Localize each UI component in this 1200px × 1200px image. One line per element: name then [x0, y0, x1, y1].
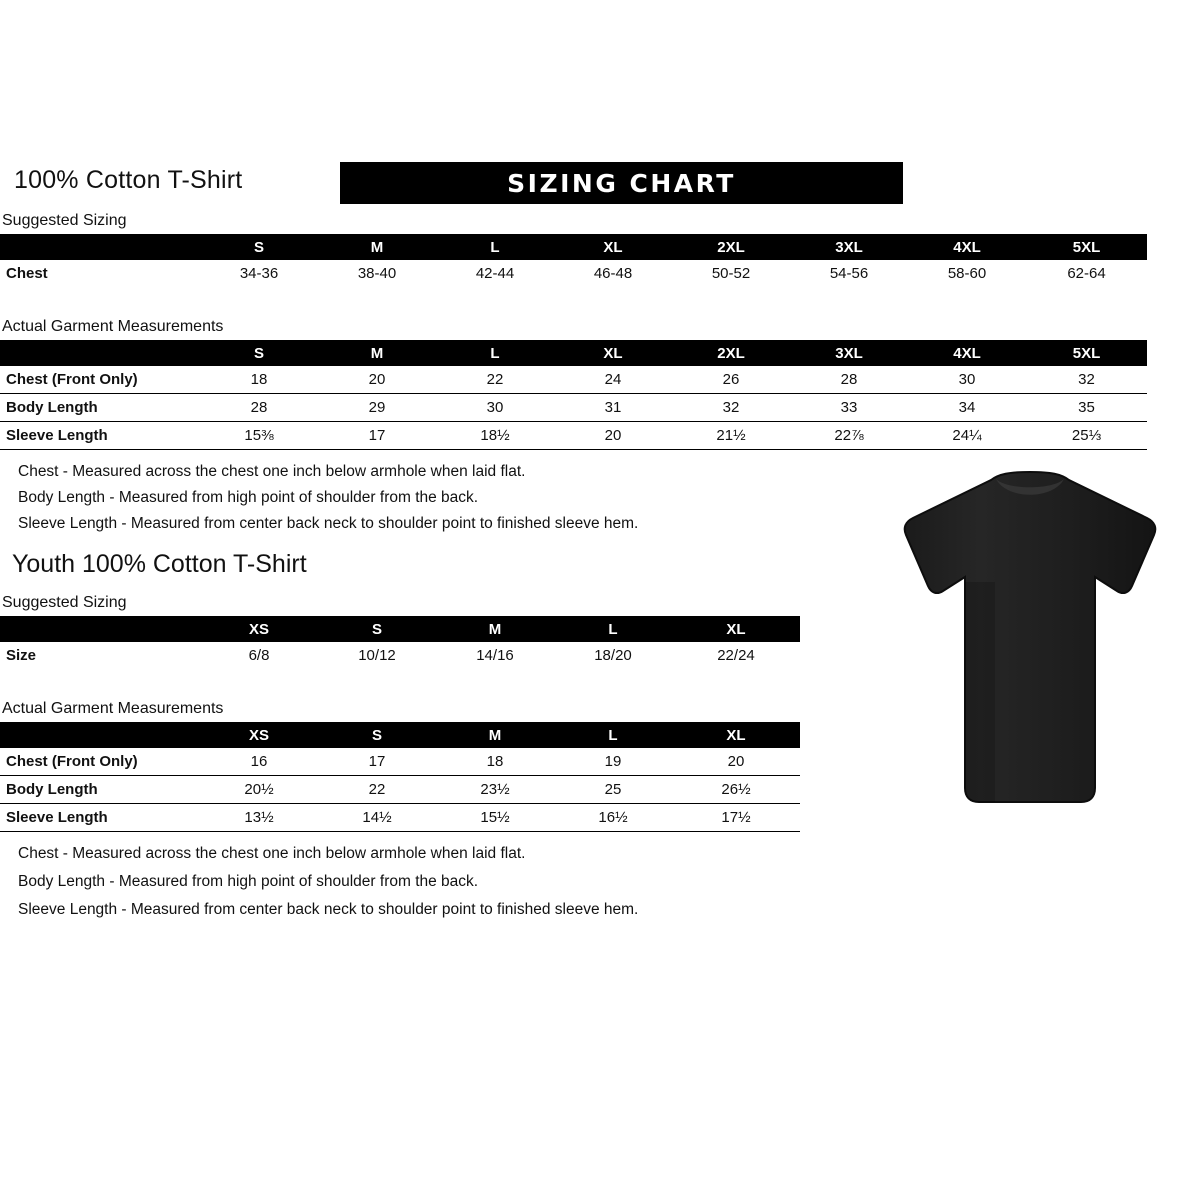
youth-suggested-sizing-label: Suggested Sizing — [2, 594, 127, 611]
row-label: Sleeve Length — [0, 422, 200, 450]
header-cell: M — [318, 340, 436, 366]
table-cell: 58-60 — [947, 265, 987, 282]
t-shirt-illustration — [895, 470, 1165, 810]
header-cell: 3XL — [790, 234, 908, 260]
youth-actual-measurements-label: Actual Garment Measurements — [2, 700, 224, 717]
header-cell: L — [554, 722, 672, 748]
table-cell: 54-56 — [829, 265, 869, 282]
table-row — [0, 422, 1147, 450]
adult-note-sleeve-length: Sleeve Length - Measured from center back neck to shoulder point to finished sleeve hem. — [18, 515, 639, 532]
adult-actual-measurements-label: Actual Garment Measurements — [2, 318, 224, 335]
header-cell: S — [318, 722, 436, 748]
table-cell: 6/8 — [248, 647, 270, 664]
youth-note-body-length: Body Length - Measured from high point of shoulder from the back. — [18, 873, 479, 890]
table-cell: 24¼ — [908, 422, 1026, 450]
table-cell: 17 — [318, 422, 436, 450]
table-cell: 15½ — [436, 804, 554, 832]
table-cell: 13½ — [200, 804, 318, 832]
adult-section-title: 100% Cotton T-Shirt — [14, 166, 243, 194]
table-cell: 35 — [1026, 394, 1147, 422]
row-label: Chest (Front Only) — [0, 366, 200, 394]
table-header-row — [0, 616, 800, 642]
header-cell: L — [436, 234, 554, 260]
header-cell: S — [200, 234, 318, 260]
youth-suggested-sizing-table — [0, 616, 800, 669]
header-cell: XL — [554, 340, 672, 366]
table-cell: 16½ — [554, 804, 672, 832]
adult-actual-measurements-table — [0, 340, 1147, 450]
row-label: Chest (Front Only) — [0, 748, 200, 776]
header-cell: M — [436, 722, 554, 748]
table-row — [0, 394, 1147, 422]
header-cell: 4XL — [908, 234, 1026, 260]
row-label: Body Length — [0, 394, 200, 422]
table-cell: 25⅓ — [1026, 422, 1147, 450]
header-cell: S — [318, 616, 436, 642]
table-cell: 18½ — [436, 422, 554, 450]
header-cell — [0, 616, 200, 642]
table-cell: 29 — [318, 394, 436, 422]
table-cell: 50-52 — [711, 265, 751, 282]
header-cell: 5XL — [1026, 234, 1147, 260]
header-cell: XL — [672, 616, 800, 642]
row-label: Size — [6, 647, 37, 664]
header-cell: S — [200, 340, 318, 366]
table-cell: 17½ — [672, 804, 800, 832]
table-cell: 17 — [318, 748, 436, 776]
table-cell: 22 — [436, 366, 554, 394]
table-header-row — [0, 722, 800, 748]
header-cell: 5XL — [1026, 340, 1147, 366]
table-cell: 20 — [318, 366, 436, 394]
table-cell: 18 — [436, 748, 554, 776]
table-row — [0, 804, 800, 832]
table-cell: 26½ — [672, 776, 800, 804]
table-cell: 20 — [554, 422, 672, 450]
table-row — [0, 748, 800, 776]
header-cell: 2XL — [672, 234, 790, 260]
youth-actual-measurements-table — [0, 722, 800, 832]
header-cell: XS — [200, 616, 318, 642]
adult-suggested-sizing-label: Suggested Sizing — [2, 212, 127, 229]
table-cell: 22/24 — [717, 647, 755, 664]
table-cell: 23½ — [436, 776, 554, 804]
table-cell: 15⅜ — [200, 422, 318, 450]
table-cell: 14½ — [318, 804, 436, 832]
table-cell: 62-64 — [1067, 265, 1106, 282]
table-cell: 30 — [908, 366, 1026, 394]
header-cell: 4XL — [908, 340, 1026, 366]
adult-note-body-length: Body Length - Measured from high point of shoulder from the back. — [18, 489, 479, 506]
table-cell: 20½ — [200, 776, 318, 804]
header-cell: XL — [554, 234, 672, 260]
table-cell: 31 — [554, 394, 672, 422]
header-cell: M — [436, 616, 554, 642]
header-cell — [0, 234, 200, 260]
table-cell: 16 — [200, 748, 318, 776]
row-label: Sleeve Length — [0, 804, 200, 832]
adult-note-chest: Chest - Measured across the chest one inch below armhole when laid flat. — [18, 463, 526, 480]
youth-note-sleeve-length: Sleeve Length - Measured from center back neck to shoulder point to finished sleeve hem. — [18, 901, 639, 918]
adult-suggested-sizing-table — [0, 234, 1147, 287]
header-cell: L — [554, 616, 672, 642]
table-cell: 22⅞ — [790, 422, 908, 450]
header-cell: M — [318, 234, 436, 260]
table-row — [0, 366, 1147, 394]
table-cell: 38-40 — [357, 265, 397, 282]
table-header-row — [0, 234, 1147, 260]
table-header-row — [0, 340, 1147, 366]
header-cell: 3XL — [790, 340, 908, 366]
youth-section-title: Youth 100% Cotton T-Shirt — [12, 550, 307, 578]
sizing-chart-banner — [340, 162, 903, 204]
row-label: Chest — [6, 265, 48, 282]
table-cell: 25 — [554, 776, 672, 804]
table-cell: 26 — [672, 366, 790, 394]
table-cell: 33 — [790, 394, 908, 422]
table-row — [0, 260, 1147, 287]
table-cell: 32 — [672, 394, 790, 422]
table-cell: 30 — [436, 394, 554, 422]
sizing-chart-banner-text: SIZING CHART — [507, 169, 736, 198]
table-cell: 10/12 — [358, 647, 396, 664]
header-cell: XS — [200, 722, 318, 748]
table-cell: 32 — [1026, 366, 1147, 394]
table-cell: 46-48 — [593, 265, 633, 282]
header-cell: XL — [672, 722, 800, 748]
table-cell: 34-36 — [239, 265, 279, 282]
table-cell: 28 — [200, 394, 318, 422]
header-cell: 2XL — [672, 340, 790, 366]
table-cell: 22 — [318, 776, 436, 804]
table-cell: 34 — [908, 394, 1026, 422]
table-cell: 21½ — [672, 422, 790, 450]
header-cell — [0, 340, 200, 366]
header-cell — [0, 722, 200, 748]
table-cell: 18/20 — [594, 647, 632, 664]
table-cell: 18 — [200, 366, 318, 394]
header-cell: L — [436, 340, 554, 366]
table-cell: 28 — [790, 366, 908, 394]
youth-note-chest: Chest - Measured across the chest one inch below armhole when laid flat. — [18, 845, 526, 862]
table-cell: 20 — [672, 748, 800, 776]
row-label: Body Length — [0, 776, 200, 804]
t-shirt-icon — [895, 470, 1165, 810]
table-row — [0, 776, 800, 804]
table-row — [0, 642, 800, 669]
table-cell: 14/16 — [476, 647, 514, 664]
table-cell: 24 — [554, 366, 672, 394]
table-cell: 19 — [554, 748, 672, 776]
table-cell: 42-44 — [475, 265, 515, 282]
